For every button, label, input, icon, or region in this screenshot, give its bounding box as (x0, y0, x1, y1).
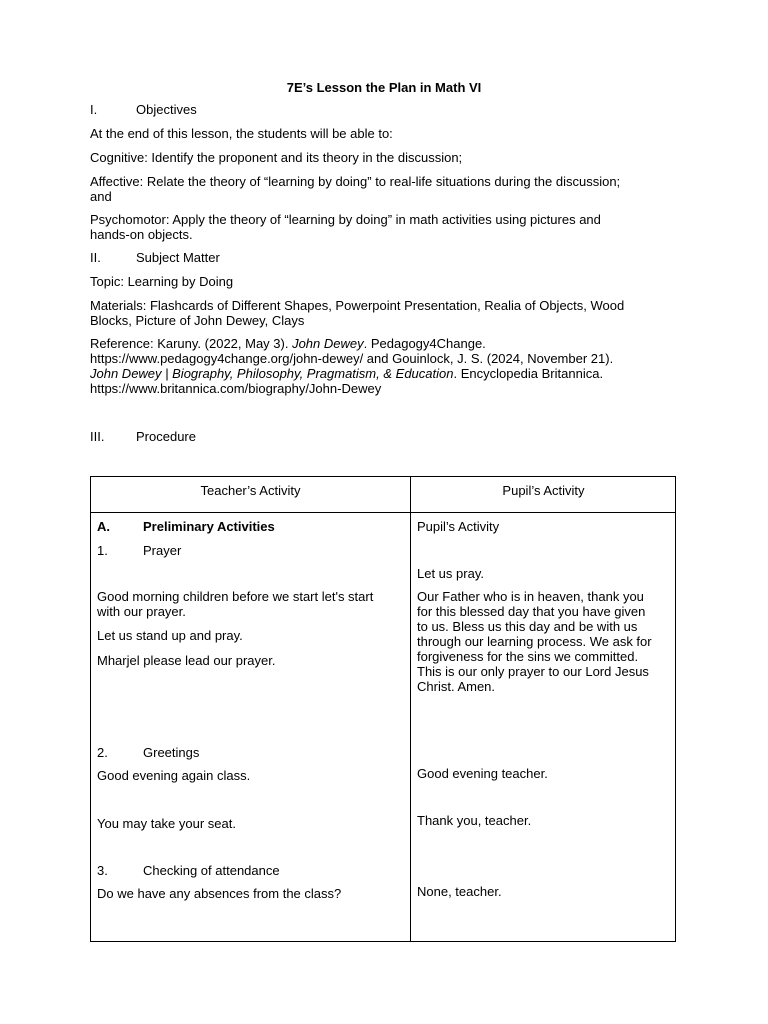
item-number: 2. (97, 745, 108, 760)
reference-line1 (90, 336, 690, 351)
item-number: 1. (97, 543, 108, 558)
reference-publisher-2: . Encyclopedia Britannica. (453, 366, 604, 381)
teacher-line: Let us stand up and pray. (97, 628, 243, 643)
pupil-prayer-line: This is our only prayer to our Lord Jesus (417, 664, 649, 679)
objective-psychomotor-line1: Psychomotor: Apply the theory of “learning by doing” in math activities using pictures and (90, 212, 601, 227)
item-label: Greetings (143, 745, 200, 760)
objectives-heading (0, 102, 768, 118)
section-title: Preliminary Activities (143, 519, 275, 534)
section-number: II. (90, 250, 101, 265)
procedure-table (90, 476, 676, 942)
section-label: Procedure (136, 429, 196, 444)
reference-line2: https://www.pedagogy4change.org/john-dewey/ and Gouinlock, J. S. (2024, November 21). (90, 351, 614, 366)
pupil-line: None, teacher. (417, 884, 502, 899)
item-label: Prayer (143, 543, 182, 558)
section-label: Subject Matter (136, 250, 220, 265)
pupil-prayer-line: to us. Bless us this day and be with us (417, 619, 638, 634)
pupil-prayer-line: Our Father who is in heaven, thank you (417, 589, 644, 604)
teacher-line: You may take your seat. (97, 816, 236, 831)
teacher-line: Do we have any absences from the class? (97, 886, 342, 901)
teacher-line: Good morning children before we start let's start (97, 589, 374, 604)
reference-title-2: John Dewey | Biography, Philosophy, Pragmatism, & Education (90, 366, 454, 381)
reference-publisher-1: . Pedagogy4Change. (363, 336, 486, 351)
column-divider (410, 477, 411, 941)
materials-line2: Blocks, Picture of John Dewey, Clays (90, 313, 305, 328)
item-number: 3. (97, 863, 108, 878)
section-number: I. (90, 102, 98, 117)
objective-cognitive: Cognitive: Identify the proponent and its theory in the discussion; (90, 150, 463, 165)
reference-label: Reference: Karuny. (2022, May 3). (90, 336, 293, 351)
item-label: Checking of attendance (143, 863, 280, 878)
procedure-heading (0, 429, 768, 445)
teacher-line: Mharjel please lead our prayer. (97, 653, 276, 668)
pupil-header: Pupil’s Activity (502, 483, 585, 498)
pupil-line: Let us pray. (417, 566, 484, 581)
pupil-prayer-line: Christ. Amen. (417, 679, 496, 694)
teacher-line: with our prayer. (97, 604, 186, 619)
section-label: Objectives (136, 102, 197, 117)
topic: Topic: Learning by Doing (90, 274, 234, 289)
reference-line3 (90, 366, 690, 381)
page-title: 7E’s Lesson the Plan in Math VI (286, 80, 482, 95)
pupil-line: Good evening teacher. (417, 766, 548, 781)
pupil-heading: Pupil’s Activity (417, 519, 500, 534)
section-letter: A. (97, 519, 110, 534)
objective-affective-line1: Affective: Relate the theory of “learning by doing” to real-life situations during the discussion; (90, 174, 621, 189)
objective-psychomotor-line2: hands-on objects. (90, 227, 193, 242)
reference-line4: https://www.britannica.com/biography/John-Dewey (90, 381, 382, 396)
objective-affective-line2: and (90, 189, 112, 204)
reference-title-1: John Dewey (292, 336, 364, 351)
materials-line1: Materials: Flashcards of Different Shapes, Powerpoint Presentation, Realia of Objects, Wood (90, 298, 625, 313)
pupil-prayer (417, 589, 673, 694)
subject-matter-heading (0, 250, 768, 266)
section-number: III. (90, 429, 105, 444)
pupil-prayer-line: through our learning process. We ask for (417, 634, 652, 649)
pupil-line: Thank you, teacher. (417, 813, 532, 828)
header-divider (91, 512, 675, 513)
pupil-prayer-line: forgiveness for the sins we committed. (417, 649, 639, 664)
teacher-header: Teacher’s Activity (200, 483, 301, 498)
objectives-intro: At the end of this lesson, the students will be able to: (90, 126, 393, 141)
teacher-line: Good evening again class. (97, 768, 251, 783)
pupil-prayer-line: for this blessed day that you have given (417, 604, 646, 619)
